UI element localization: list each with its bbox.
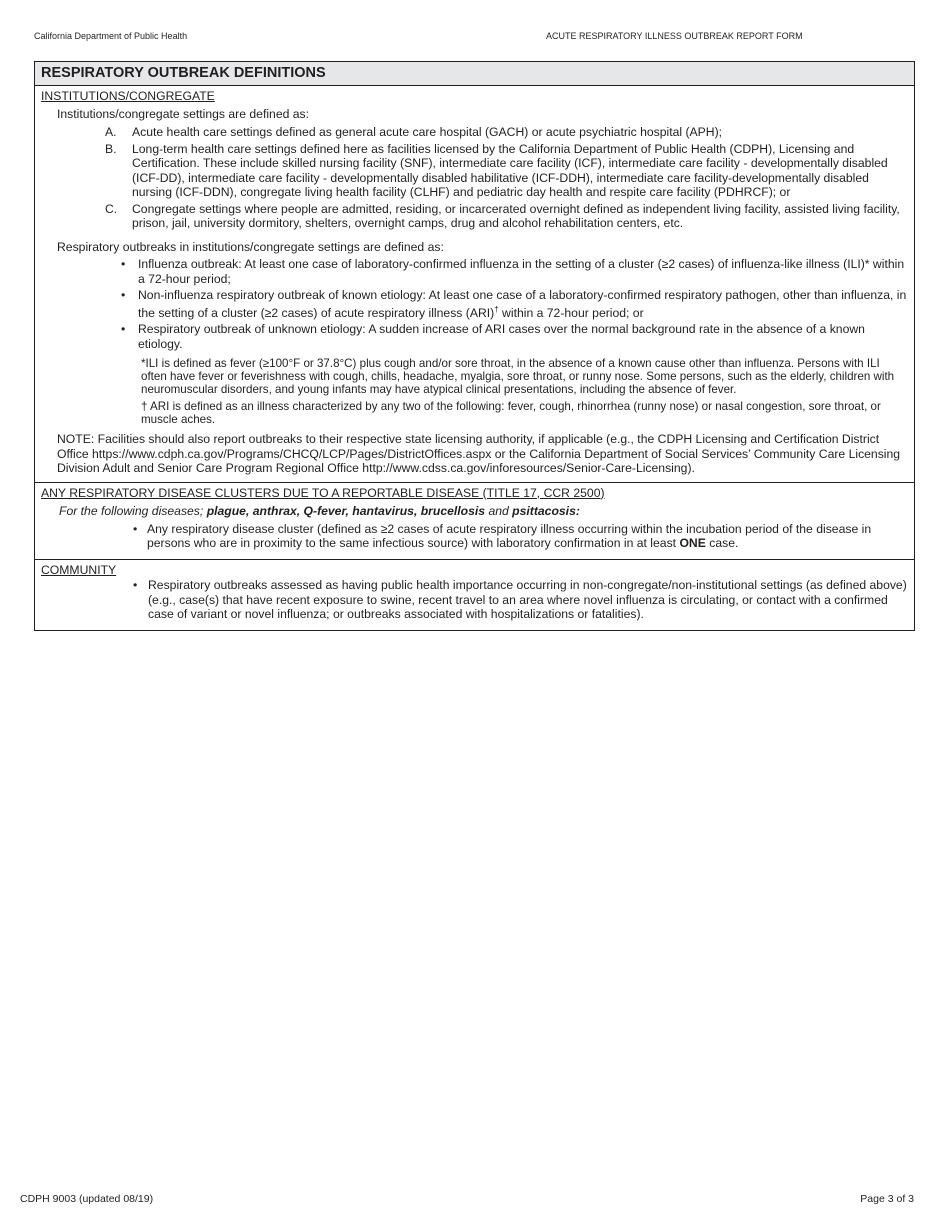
diseases-last: psittacosis: — [512, 504, 580, 519]
outbreak-list — [41, 257, 908, 351]
non-influenza-outbreak-text-end: within a 72-hour period; or — [498, 305, 644, 320]
section-title-institutions: INSTITUTIONS/CONGREGATE — [41, 89, 215, 103]
diseases-list: plague, anthrax, Q-fever, hantavirus, brucellosis — [206, 504, 486, 519]
section-title-community: COMMUNITY — [41, 562, 117, 577]
section-community — [35, 559, 914, 630]
dagger-mark: † — [494, 304, 499, 314]
licensing-note: NOTE: Facilities should also report outbreaks to their respective state licensing authority, if applicable (e.g., the CDPH Licensing and Certification District Office https://www.cdph.ca.gov/Programs/CHCQ/LCP/Pages/DistrictOffices.aspx or the California Department of Social Services’ Community Care Licensing Division Adult and Senior Care Program Regional Office http://www.cdss.ca.gov/inforesources/Senior-Care-Licensing). — [57, 432, 901, 476]
list-text: Long-term health care settings defined here as facilities licensed by the California Department of Public Health (CDPH), Licensing and Certification. These include skilled nursing facility (SNF), intermediate care facility (ICF), intermediate care facility - developmentally disabled (ICF-DD), intermediate care facility - developmentally disabled habilitative (ICF-DDH), intermediate care facility-developmentally disabled nursing (ICF-DDN), congregate living health facility (CLHF) and pediatric day health and respite care facility (PDHRCF); or — [132, 141, 888, 199]
diseases-and: and — [485, 504, 513, 519]
list-item — [41, 257, 908, 286]
community-list — [41, 578, 908, 622]
list-text: Congregate settings where people are admitted, residing, or incarcerated overnight defined as independent living facility, assisted living facility, prison, jail, university dormitory, shelters, overnight camps, drug and alcohol rehabilitation centers, etc. — [132, 201, 900, 230]
list-text: Acute health care settings defined as general acute care hospital (GACH) or acute psychiatric hospital (APH); — [132, 125, 723, 139]
list-item — [41, 578, 908, 622]
section-title-reportable: ANY RESPIRATORY DISEASE CLUSTERS DUE TO A REPORTABLE DISEASE (TITLE 17, CCR 2500) — [41, 485, 605, 500]
influenza-outbreak-text: Influenza outbreak: At least one case of laboratory-confirmed influenza in the setting of a cluster (≥2 cases) of influenza-like illness (ILI)* within a 72-hour period; — [138, 257, 905, 286]
list-letter: C. — [105, 201, 118, 216]
section-institutions — [35, 86, 914, 482]
footnote-ili: *ILI is defined as fever (≥100°F or 37.8°C) plus cough and/or sore throat, in the absence of a known cause other than influenza. Persons with ILI often have fever or feverishness with cough, chills, headache, myalgia, sore throat, or runny nose. Some persons, such as the elderly, children with neuromuscular disorders, and young infants may have atypical clinical presentations, including the absence of fever. — [141, 357, 895, 397]
footnote-ari: † ARI is defined as an illness characterized by any two of the following: fever, cough, rhinorrhea (runny nose) or nasal congestion, sore throat, or muscle aches. — [141, 400, 881, 427]
non-influenza-outbreak-text: Non-influenza respiratory outbreak of known etiology: At least one case of a laboratory-confirmed respiratory pathogen, other than influenza, in the setting of a cluster (≥2 cases) of acute respiratory illness (ARI) — [138, 288, 907, 320]
footer-page-number: Page 3 of 3 — [860, 1193, 914, 1205]
diseases-prefix: For the following diseases; — [59, 504, 207, 519]
list-item — [41, 125, 908, 140]
community-outbreak-text: Respiratory outbreaks assessed as having public health importance occurring in non-congregate/non-institutional settings (as defined above) (e.g., case(s) that have recent exposure to swine, recent travel to an area where novel influenza is circulating, or contact with a confirmed case of variant or novel influenza; or outbreaks associated with hospitalizations or fatalities). — [148, 578, 907, 622]
list-letter: A. — [105, 125, 117, 139]
list-item — [41, 142, 908, 200]
outbreak-intro: Respiratory outbreaks in institutions/congregate settings are defined as: — [57, 239, 444, 254]
diseases-line — [59, 504, 908, 519]
unknown-etiology-text: Respiratory outbreak of unknown etiology: A sudden increase of ARI cases over the normal background rate in the absence of a known etiology. — [138, 322, 865, 351]
cluster-definition-end: case. — [705, 536, 739, 551]
settings-list — [41, 125, 908, 231]
section-reportable — [35, 482, 914, 559]
list-item — [41, 522, 908, 551]
definitions-box — [34, 61, 915, 631]
list-item — [41, 288, 908, 320]
cluster-definition-text: Any respiratory disease cluster (defined as ≥2 cases of acute respiratory illness occurring within the incubation period of the disease in persons who are in proximity to the same infectious source) with laboratory confirmation in at least — [147, 521, 872, 551]
cluster-definition-bold: ONE — [679, 536, 706, 551]
list-letter: B. — [105, 141, 117, 156]
list-item — [41, 322, 908, 351]
institutions-intro: Institutions/congregate settings are defined as: — [57, 106, 310, 121]
box-title: RESPIRATORY OUTBREAK DEFINITIONS — [35, 62, 914, 86]
list-item — [41, 202, 908, 231]
reportable-list — [41, 522, 908, 551]
footer-form-number: CDPH 9003 (updated 08/19) — [20, 1193, 154, 1205]
header-form-title: ACUTE RESPIRATORY ILLNESS OUTBREAK REPORT FORM — [546, 31, 803, 41]
header-department: California Department of Public Health — [34, 31, 188, 41]
